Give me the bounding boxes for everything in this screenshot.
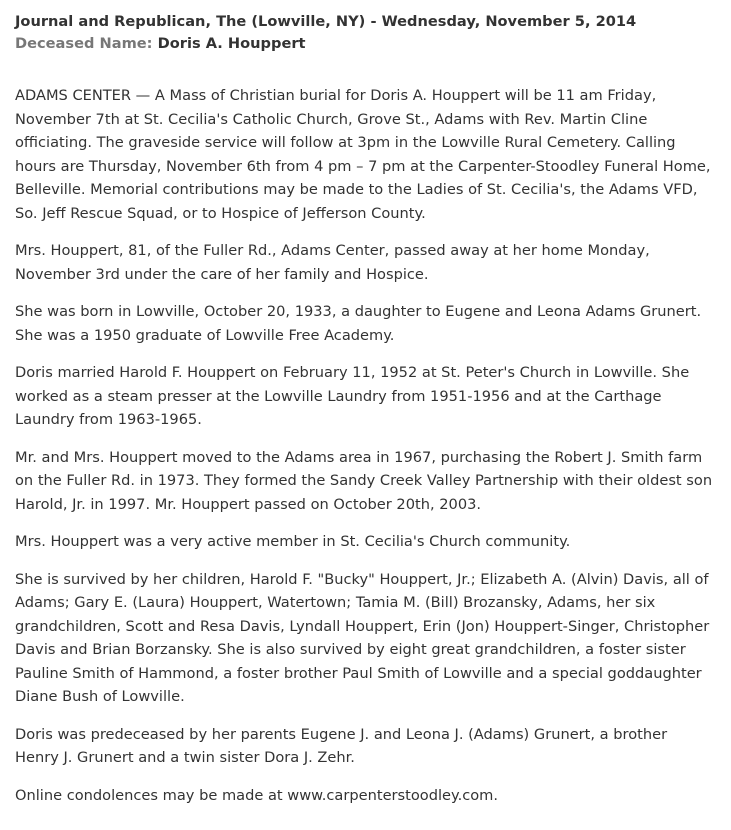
obituary-body bbox=[15, 84, 721, 807]
paragraph-birth: She was born in Lowville, October 20, 1933, a daughter to Eugene and Leona Adams Grunert. She was a 1950 graduate of Lowville Free Academy. bbox=[15, 303, 702, 344]
paragraph-survivors: She is survived by her children, Harold F. "Bucky" Houppert, Jr.; Elizabeth A. (Alvin) Davis, all of Adams; Gary E. (Laura) Houppert, Watertown; Tamia M. (Bill) Brozansky, Adams, her six grandchildren, Scott and Resa Davis, Lyndall Houppert, Erin (Jon) Houppert-Singer, Christopher Davis and Brian Borzansky. She is also survived by eight great grandchildren, a foster sister Pauline Smith of Hammond, a foster brother Paul Smith of Lowville and a special goddaughter Diane Bush of Lowville. bbox=[15, 570, 710, 705]
header-separator: - bbox=[365, 13, 382, 30]
deceased-name: Doris A. Houppert bbox=[157, 35, 306, 52]
paragraph-condolences: Online condolences may be made at www.carpenterstoodley.com. bbox=[15, 786, 499, 804]
paragraph-predeceased: Doris was predeceased by her parents Eugene J. and Leona J. (Adams) Grunert, a brother Henry J. Grunert and a twin sister Dora J. Zehr. bbox=[15, 725, 668, 766]
publication-name: Journal and Republican, The (Lowville, NY) bbox=[15, 13, 366, 30]
deceased-header bbox=[15, 33, 721, 55]
paragraph-service-details: ADAMS CENTER — A Mass of Christian burial for Doris A. Houppert will be 11 am Friday, November 7th at St. Cecilia's Catholic Church, Grove St., Adams with Rev. Martin Cline officiating. The graveside service will follow at 3pm in the Lowville Rural Cemetery. Calling hours are Thursday, November 6th from 4 pm – 7 pm at the Carpenter-Stoodley Funeral Home, Belleville. Memorial contributions may be made to the Ladies of St. Cecilia's, the Adams VFD, So. Jeff Rescue Squad, or to Hospice of Jefferson County. bbox=[15, 87, 711, 222]
publication-header bbox=[15, 11, 721, 33]
paragraph-death-notice: Mrs. Houppert, 81, of the Fuller Rd., Adams Center, passed away at her home Monday, November 3rd under the care of her family and Hospice. bbox=[15, 242, 650, 283]
paragraph-church: Mrs. Houppert was a very active member in St. Cecilia's Church community. bbox=[15, 533, 571, 550]
paragraph-marriage-work: Doris married Harold F. Houppert on February 11, 1952 at St. Peter's Church in Lowville. She worked as a steam presser at the Lowville Laundry from 1951-1956 and at the Carthage Laundry from 1963-1965. bbox=[15, 364, 690, 428]
publication-date: Wednesday, November 5, 2014 bbox=[381, 13, 637, 30]
deceased-label: Deceased Name: bbox=[15, 35, 153, 52]
paragraph-farm: Mr. and Mrs. Houppert moved to the Adams area in 1967, purchasing the Robert J. Smith farm on the Fuller Rd. in 1973. They formed the Sandy Creek Valley Partnership with their oldest son Harold, Jr. in 1997. Mr. Houppert passed on October 20th, 2003. bbox=[15, 448, 713, 513]
